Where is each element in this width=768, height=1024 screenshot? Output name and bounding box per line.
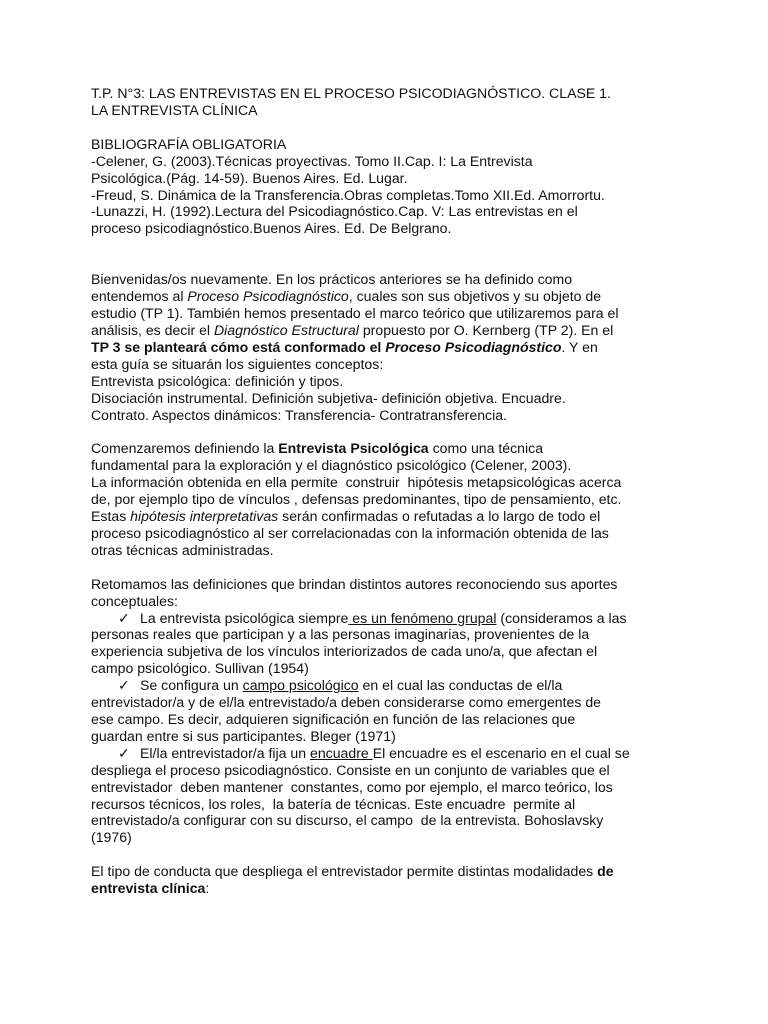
document-title	[91, 85, 708, 119]
paragraph-line	[91, 880, 708, 897]
underlined-term: encuadre	[310, 744, 373, 761]
bold-term: entrevista clínica	[91, 880, 206, 897]
paragraph-line: de, por ejemplo tipo de vínculos , defensas predominantes, tipo de pensamiento, etc.	[91, 491, 622, 508]
text-run: serán confirmadas o refutadas a lo largo de todo el	[278, 508, 601, 525]
bold-term: Entrevista Psicológica	[278, 440, 429, 457]
checkmark-icon: ✓	[118, 744, 130, 761]
bibliography-line: proceso psicodiagnóstico.Buenos Aires. Ed. De Belgrano.	[91, 220, 452, 237]
paragraph-line	[91, 508, 708, 525]
text-run: , cuales son sus objetivos y su objeto de	[348, 288, 602, 305]
checklist-item	[91, 610, 708, 678]
italic-term: hipótesis interpretativas	[130, 508, 279, 525]
bibliography-line: -Freud, S. Dinámica de la Transferencia.Obras completas.Tomo XII.Ed. Amorrortu.	[91, 186, 605, 203]
paragraph-line: esta guía se situarán los siguientes conceptos:	[91, 355, 384, 372]
paragraph-line: Disociación instrumental. Definición subjetiva- definición objetiva. Encuadre.	[91, 389, 566, 406]
italic-term: Proceso Psicodiagnóstico	[187, 288, 349, 305]
bibliography-line: Psicológica.(Pág. 14-59). Buenos Aires. Ed. Lugar.	[91, 169, 408, 186]
paragraph-line	[91, 863, 708, 880]
paragraph-line: recursos técnicos, los roles, la batería de técnicas. Este encuadre permite al	[91, 795, 576, 812]
authors-paragraph	[91, 576, 708, 610]
paragraph-line	[91, 322, 708, 339]
paragraph-line: fundamental para la exploración y el diagnóstico psicológico (Celener, 2003).	[91, 457, 572, 474]
bold-italic-term: Proceso Psicodiagnóstico	[385, 338, 562, 355]
paragraph-line: Contrato. Aspectos dinámicos: Transferencia- Contratransferencia.	[91, 406, 507, 423]
paragraph-line: experiencia subjetiva de los vínculos interiorizados de cada uno/a, que afectan el	[91, 643, 598, 660]
text-run: El encuadre es el escenario en el cual se	[372, 744, 630, 761]
paragraph-line	[91, 339, 708, 356]
paragraph-line: Retomamos las definiciones que brindan distintos autores reconociendo sus aportes	[91, 575, 618, 592]
paragraph-line: personas reales que participan y a las personas imaginarias, provenientes de la	[91, 626, 590, 643]
checklist-item	[91, 745, 708, 846]
text-run: propuesto por O. Kernberg (TP 2). En el	[358, 321, 614, 338]
underlined-term: campo psicológico	[242, 677, 359, 694]
paragraph-line: despliega el proceso psicodiagnóstico. Consiste en un conjunto de variables que el	[91, 761, 610, 778]
paragraph-line	[91, 745, 708, 762]
paragraph-line: proceso psicodiagnóstico al ser correlacionadas con la información obtenida de las	[91, 524, 609, 541]
bibliography-line: -Lunazzi, H. (1992).Lectura del Psicodiagnóstico.Cap. V: Las entrevistas en el	[91, 203, 578, 220]
paragraph-line: entrevistador/a y de el/la entrevistado/a deben considerarse como emergentes de	[91, 694, 602, 711]
text-run: :	[205, 880, 210, 897]
text-run: como una técnica	[428, 440, 544, 457]
paragraph-line	[91, 610, 708, 627]
text-run: en el cual las conductas de el/la	[358, 677, 563, 694]
bibliography-section	[91, 136, 708, 237]
paragraph-line: guardan entre si sus participantes. Bleger (1971)	[91, 727, 396, 744]
paragraph-line: estudio (TP 1). También hemos presentado el marco teórico que utilizaremos para el	[91, 305, 619, 322]
bold-text: TP 3 se planteará cómo está conformado el	[91, 338, 386, 355]
bold-text: de	[597, 863, 614, 880]
paragraph-line	[91, 288, 708, 305]
title-line: T.P. N°3: LAS ENTREVISTAS EN EL PROCESO PSICODIAGNÓSTICO. CLASE 1.	[91, 85, 611, 101]
intro-paragraph	[91, 271, 708, 423]
paragraph-line: La información obtenida en ella permite construir hipótesis metapsicológicas acerca	[91, 474, 622, 491]
text-run: . Y en	[561, 338, 598, 355]
checklist-item	[91, 677, 708, 745]
text-run: análisis, es decir el	[91, 321, 214, 338]
bibliography-heading: BIBLIOGRAFÍA OBLIGATORIA	[91, 135, 287, 152]
paragraph-line: conceptuales:	[91, 592, 178, 609]
text-run: entendemos al	[91, 288, 188, 305]
paragraph-line: entrevistado/a configurar con su discurso, el campo de la entrevista. Bohoslavsky	[91, 812, 604, 829]
text-run: El tipo de conducta que despliega el entrevistador permite distintas modalidades	[91, 863, 598, 880]
title-line: LA ENTREVISTA CLÍNICA	[91, 101, 258, 118]
definition-paragraph	[91, 440, 708, 558]
closing-paragraph	[91, 863, 708, 897]
paragraph-line: campo psicológico. Sullivan (1954)	[91, 660, 309, 677]
paragraph-line: Bienvenidas/os nuevamente. En los prácticos anteriores se ha definido como	[91, 271, 573, 288]
paragraph-line	[91, 440, 708, 457]
paragraph-line: (1976)	[91, 829, 132, 846]
paragraph-line	[91, 677, 708, 694]
text-run: Estas	[91, 508, 131, 525]
paragraph-line: otras técnicas administradas.	[91, 541, 274, 558]
underlined-term: es un fenómeno grupal	[348, 609, 497, 626]
text-run: La entrevista psicológica siempre	[140, 609, 349, 626]
text-run: (consideramos a las	[496, 609, 627, 626]
text-run: Se configura un	[140, 677, 243, 694]
bibliography-line: -Celener, G. (2003).Técnicas proyectivas. Tomo II.Cap. I: La Entrevista	[91, 152, 533, 169]
paragraph-line: entrevistador deben mantener constantes, como por ejemplo, el marco teórico, los	[91, 778, 613, 795]
text-run: El/la entrevistador/a fija un	[140, 744, 310, 761]
paragraph-line: Entrevista psicológica: definición y tipos.	[91, 372, 344, 389]
checkmark-icon: ✓	[118, 609, 130, 626]
checkmark-icon: ✓	[118, 677, 130, 694]
text-run: Comenzaremos definiendo la	[91, 440, 279, 457]
italic-term: Diagnóstico Estructural	[213, 321, 359, 338]
paragraph-line: ese campo. Es decir, adquieren significación en función de las relaciones que	[91, 711, 576, 727]
